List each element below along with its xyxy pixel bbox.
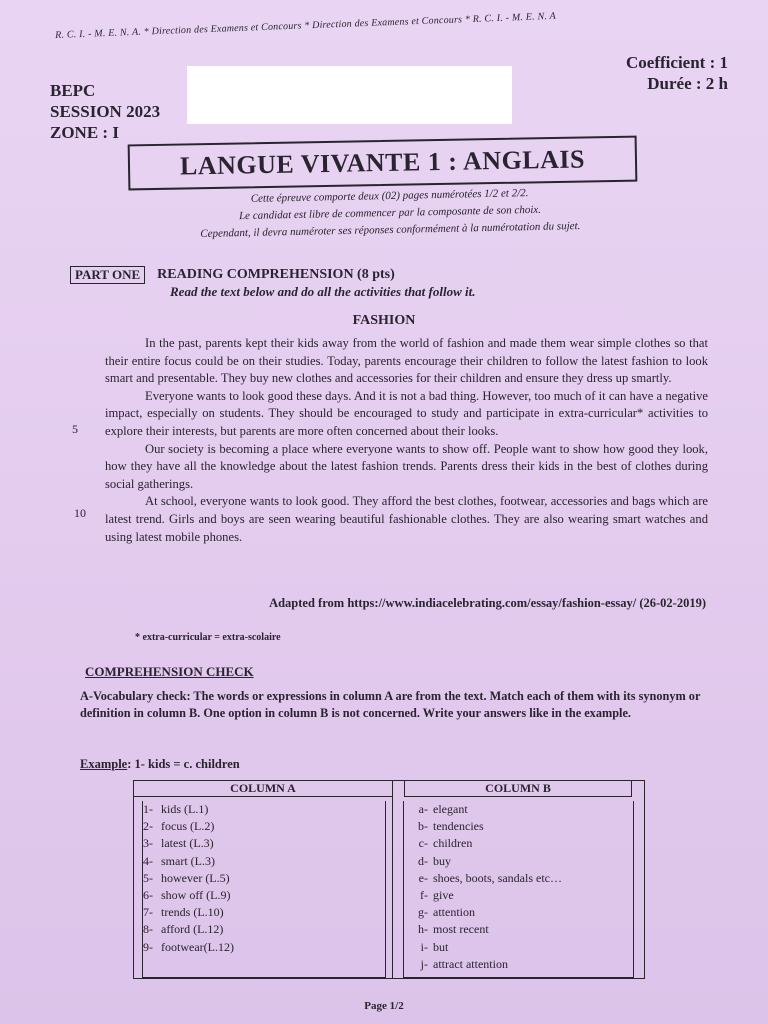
- paragraph: In the past, parents kept their kids away from the world of fashion and made them wear simple clothes so that their entire focus could be on their studies. Today, parents encourage their children to follow the latest fashion to look smart and presentable. They buy new clothes and accessories for their children and ensure they dress up smartly.: [105, 336, 708, 386]
- column-a-item: 1- kids (L.1): [143, 802, 209, 816]
- matching-table: [133, 780, 645, 979]
- column-b-header: COLUMN B: [404, 781, 632, 797]
- column-b-item: i- but: [420, 939, 449, 954]
- column-a: [134, 781, 393, 978]
- coefficient: Coefficient : 1: [626, 53, 728, 72]
- exam-meta: [626, 52, 728, 94]
- part-label: PART ONE: [70, 266, 145, 284]
- column-a-header: COLUMN A: [134, 781, 392, 797]
- column-b-item: f- give: [420, 888, 454, 903]
- part-heading: [70, 266, 720, 284]
- subject-title: LANGUE VIVANTE 1 : ANGLAIS: [179, 144, 586, 181]
- example-label: Example: [80, 757, 128, 771]
- page-number: Page 1/2: [364, 1000, 404, 1012]
- part-subtitle: Read the text below and do all the activities that follow it.: [170, 284, 476, 299]
- column-b-item: h- most recent: [418, 922, 489, 937]
- column-b-item: j- attract attention: [420, 956, 508, 971]
- column-a-item: 9- footwear(L.12): [143, 939, 234, 954]
- column-a-body: [142, 801, 386, 978]
- header-line: R. C. I. - M. E. N. A. * Direction des Examens et Concours * Direction des Examens et Concours * R. C. I. - M. E. N. A: [55, 10, 557, 41]
- instruction-line: Cependant, il devra numéroter ses réponses conformément à la numérotation du sujet.: [200, 220, 581, 240]
- line-number: 5: [72, 422, 78, 436]
- column-a-item: 4- smart (L.3): [143, 853, 215, 868]
- column-a-item: 3- latest (L.3): [143, 836, 214, 851]
- column-a-item: 6- show off (L.9): [143, 888, 231, 903]
- column-b-item: a- elegant: [418, 802, 468, 816]
- subject-title-box: [128, 136, 638, 191]
- column-b-item: d- buy: [418, 853, 451, 868]
- vocab-instruction: A-Vocabulary check: The words or expressions in column A are from the text. Match each of them with its synonym or definition in column B. One option in column B is not concerned. Write your answers like in the example.: [80, 689, 701, 720]
- source-citation: Adapted from https://www.indiacelebrating.com/essay/fashion-essay/ (26-02-2019): [269, 596, 706, 610]
- reading-passage: [105, 335, 708, 546]
- paragraph: At school, everyone wants to look good. They afford the best clothes, footwear, accessories and bags which are latest trend. Girls and boys are seen wearing beautiful fashionable clothes. They are also wearing smart watches and using latest mobile phones.: [105, 494, 708, 544]
- exam-info: [50, 80, 160, 143]
- column-b-item: g- attention: [418, 905, 475, 920]
- duration: Durée : 2 h: [647, 74, 728, 93]
- text-title: FASHION: [352, 313, 416, 328]
- instructions: [110, 182, 671, 245]
- column-b-item: e- shoes, boots, sandals etc…: [418, 870, 562, 885]
- column-b: [393, 781, 644, 978]
- instruction-line: Cette épreuve comporte deux (02) pages numérotées 1/2 et 2/2.: [250, 187, 529, 205]
- column-a-item: 2- focus (L.2): [143, 819, 215, 834]
- exam-zone: ZONE : I: [50, 123, 119, 142]
- paragraph: Everyone wants to look good these days. And it is not a bad thing. However, too much of it can have a negative impact, especially on students. They should be encouraged to study and participate in extra-curricular* activities to explore their interests, but parents are more often concerned about their looks.: [105, 388, 708, 438]
- example-text: : 1- kids = c. children: [127, 757, 240, 771]
- example: [80, 757, 240, 772]
- paragraph: Our society is becoming a place where everyone wants to show off. People want to show how good they look, how they have all the knowledge about the latest fashion trends. Parents dress their kids in the best of clothes during social gatherings.: [105, 441, 708, 491]
- footnote: * extra-curricular = extra-scolaire: [135, 632, 281, 643]
- column-a-item: 8- afford (L.12): [143, 922, 224, 937]
- column-a-item: 5- however (L.5): [143, 870, 230, 885]
- redaction-box: [187, 66, 512, 124]
- column-b-item: b- tendencies: [418, 819, 484, 834]
- column-b-item: c- children: [418, 836, 473, 851]
- part-title: READING COMPREHENSION (8 pts): [157, 267, 395, 282]
- exam-session: SESSION 2023: [50, 102, 161, 121]
- exam-name: BEPC: [50, 81, 96, 100]
- column-b-body: [403, 801, 634, 978]
- column-a-item: 7- trends (L.10): [143, 905, 224, 920]
- line-number: 10: [74, 506, 86, 520]
- comprehension-title: COMPREHENSION CHECK: [85, 664, 254, 679]
- instruction-line: Le candidat est libre de commencer par la composante de son choix.: [238, 203, 542, 223]
